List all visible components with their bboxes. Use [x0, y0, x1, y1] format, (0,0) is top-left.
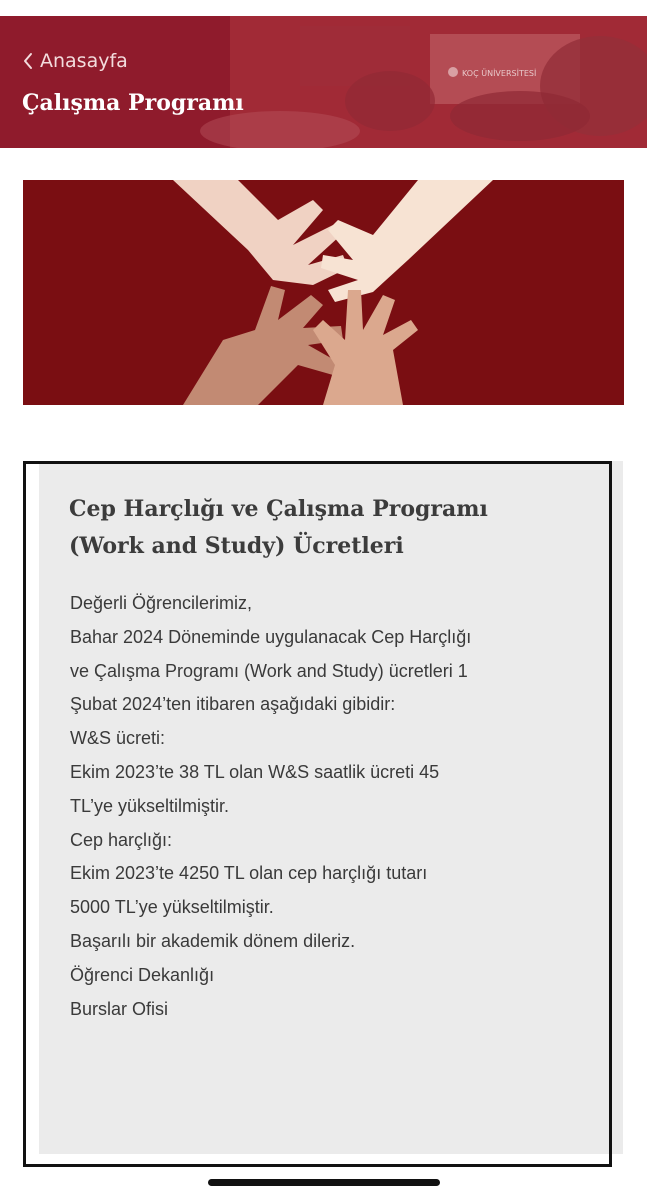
back-button[interactable]: [22, 50, 128, 72]
body-line: Değerli Öğrencilerimiz,: [70, 593, 253, 613]
campus-photo-background: [0, 16, 647, 148]
body-line: Bahar 2024 Döneminde uygulanacak Cep Harçlığı: [70, 626, 472, 647]
body-line: Cep harçlığı:: [70, 829, 173, 850]
body-line: W&S ücreti:: [70, 728, 166, 749]
body-line: Şubat 2024’ten itibaren aşağıdaki gibidir:: [70, 694, 396, 715]
page-title: Çalışma Programı: [22, 90, 244, 116]
body-line: Başarılı bir akademik dönem dileriz.: [70, 930, 356, 951]
hands-together-illustration: [23, 180, 624, 405]
svg-text:KOÇ ÜNİVERSİTESİ: KOÇ ÜNİVERSİTESİ: [462, 69, 537, 78]
body-line: Öğrenci Dekanlığı: [70, 964, 215, 985]
status-bar-area: [0, 0, 647, 16]
announcement-title-line: (Work and Study) Ücretleri: [69, 533, 404, 559]
back-button-label: Anasayfa: [40, 50, 128, 72]
body-line: 5000 TL’ye yükseltilmiştir.: [70, 897, 274, 918]
announcement-title-line: Cep Harçlığı ve Çalışma Programı: [69, 496, 488, 522]
chevron-left-icon: [22, 52, 34, 70]
home-indicator[interactable]: [208, 1179, 440, 1186]
banner-image: [23, 180, 624, 405]
body-line: Burslar Ofisi: [70, 998, 169, 1019]
body-line: TL’ye yükseltilmiştir.: [70, 795, 230, 816]
body-line: ve Çalışma Programı (Work and Study) ücretleri 1: [70, 660, 468, 681]
page-header: [0, 16, 647, 148]
body-line: Ekim 2023’te 4250 TL olan cep harçlığı tutarı: [70, 863, 428, 884]
card-frame-border: [23, 461, 612, 1167]
body-line: Ekim 2023’te 38 TL olan W&S saatlik ücreti 45: [70, 761, 440, 782]
